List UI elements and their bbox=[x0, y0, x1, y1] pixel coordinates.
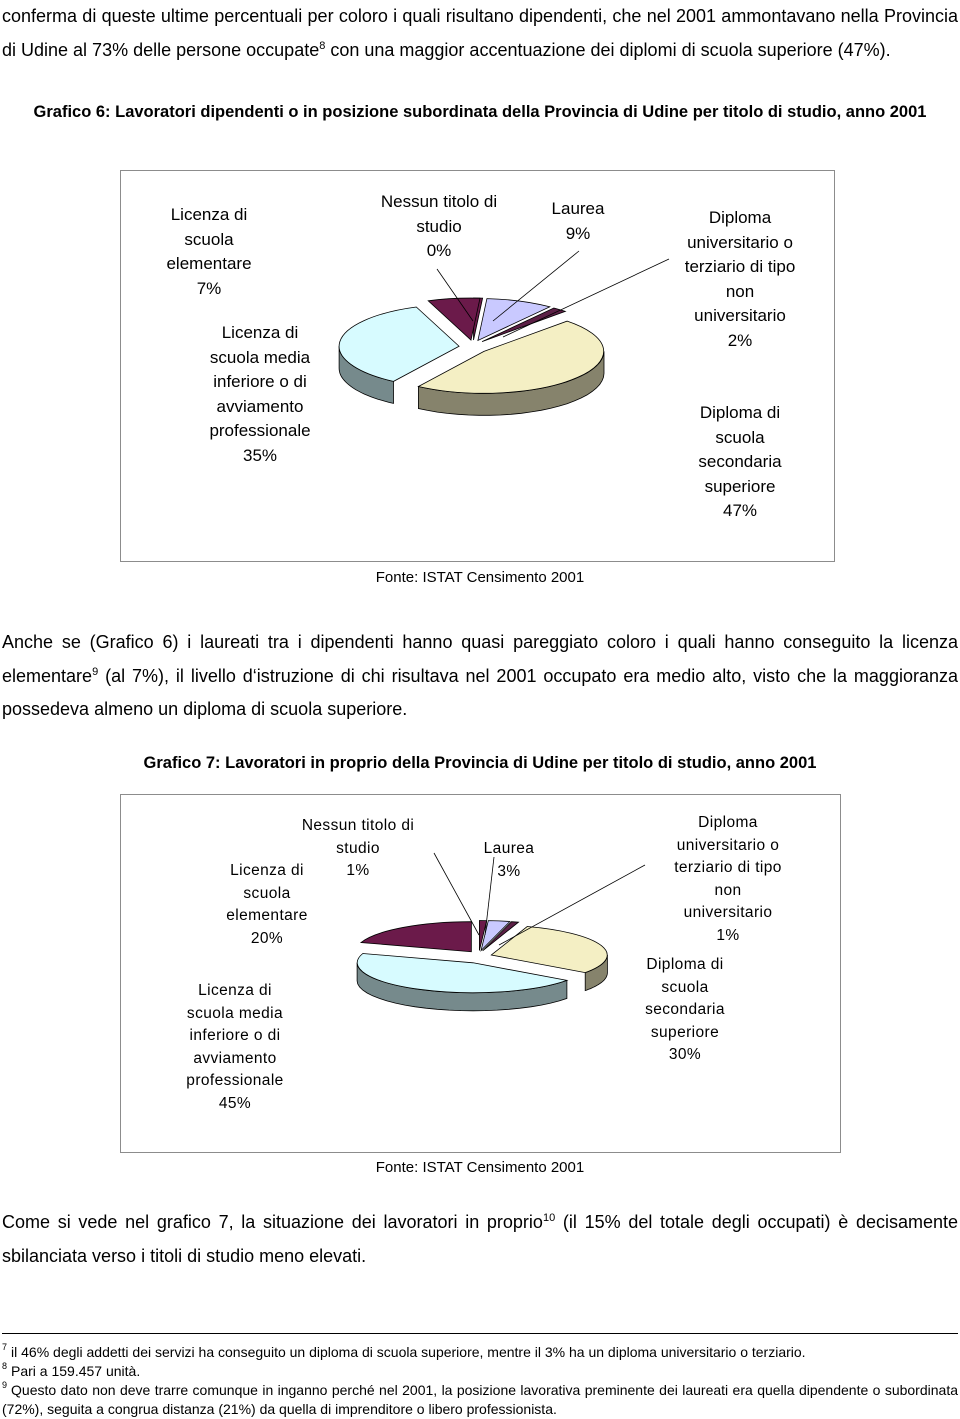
chart6-plot-area bbox=[120, 170, 835, 562]
para3-text-end: (il 15% del totale degli occupati) è decisamente sbilanciata verso i titoli di studio meno elevati. bbox=[2, 1212, 958, 1266]
intro-text: conferma di queste ultime percentuali per coloro i quali risultano dipendenti, che nel 2001 ammontavano nella Provincia di Udine al 73% delle persone occupate bbox=[2, 6, 958, 60]
body-paragraph-2 bbox=[2, 626, 958, 727]
footnote-number: 9 bbox=[2, 1380, 8, 1390]
para3-text: Come si vede nel grafico 7, la situazione dei lavoratori in proprio bbox=[2, 1212, 543, 1232]
footnote-text: Pari a 159.457 unità. bbox=[11, 1363, 141, 1379]
footnote-ref-8[interactable]: 8 bbox=[319, 39, 326, 52]
chart6-label-diploma-univ: Diploma universitario o terziario di tipo non universitario 2% bbox=[684, 208, 796, 350]
chart7-label-superiore: Diploma di scuola secondaria superiore 30% bbox=[645, 956, 725, 1063]
pie-leader-line bbox=[503, 259, 669, 337]
footnote-text: il 46% degli addetti dei servizi ha conseguito un diploma di scuola superiore, mentre il 3% ha un diploma universitario o terziario. bbox=[11, 1344, 806, 1360]
chart7-label-laurea: Laurea 3% bbox=[483, 840, 535, 880]
chart7-label-elementare: Licenza di scuola elementare 20% bbox=[226, 862, 308, 947]
chart7-label-nessun: Nessun titolo di studio 1% bbox=[301, 817, 415, 879]
footnote-text: Questo dato non deve trarre comunque in inganno perché nel 2001, la posizione lavorativa preminente dei laureati era quella dipendente o subordinata (72%), seguita a congrua distanza (21%) da quella di imprenditore o libero professionista. bbox=[2, 1382, 958, 1417]
para2-text: Anche se (Grafico 6) i laureati tra i dipendenti hanno quasi pareggiato coloro i quali hanno conseguito la licenza elementare bbox=[2, 632, 958, 686]
footnote-ref-9[interactable]: 9 bbox=[92, 665, 99, 678]
body-paragraph-3 bbox=[2, 1206, 958, 1273]
chart6-source: Fonte: ISTAT Censimento 2001 bbox=[375, 569, 585, 586]
footnote-ref-10[interactable]: 10 bbox=[542, 1212, 556, 1224]
intro-paragraph bbox=[2, 0, 958, 67]
footnote-separator bbox=[2, 1333, 958, 1334]
footnote-number: 8 bbox=[2, 1361, 8, 1371]
footnote-7 bbox=[2, 1343, 958, 1362]
pie-slice-licenza-di-scuola-elementare bbox=[361, 922, 471, 952]
chart7-label-diploma-univ: Diploma universitario o terziario di tipo non universitario 1% bbox=[674, 814, 782, 944]
chart7-heading: Grafico 7: Lavoratori in proprio della Provincia di Udine per titolo di studio, anno 2001 bbox=[143, 754, 817, 772]
chart6-label-elementare: Licenza di scuola elementare 7% bbox=[166, 205, 252, 298]
chart6-label-laurea: Laurea 9% bbox=[551, 199, 605, 243]
intro-text-end: con una maggior accentuazione dei diplomi di scuola superiore (47%). bbox=[325, 39, 891, 60]
footnote-9 bbox=[2, 1381, 958, 1419]
chart6-label-superiore: Diploma di scuola secondaria superiore 47% bbox=[698, 403, 782, 520]
chart7-plot-area bbox=[120, 794, 841, 1153]
para2-text-end: (al 7%), il livello d‘istruzione di chi risultava nel 2001 occupato era medio alto, visto che la maggioranza possedeva almeno un diploma di scuola superiore. bbox=[2, 665, 958, 719]
chart7-label-media: Licenza di scuola media inferiore o di avviamento professionale 45% bbox=[186, 982, 284, 1112]
chart6-label-nessun: Nessun titolo di studio 0% bbox=[380, 192, 498, 260]
chart6-heading: Grafico 6: Lavoratori dipendenti o in posizione subordinata della Provincia di Udine per titolo di studio, anno 2001 bbox=[33, 103, 927, 121]
footnote-8 bbox=[2, 1362, 958, 1381]
chart7-source: Fonte: ISTAT Censimento 2001 bbox=[375, 1159, 585, 1176]
chart6-label-media: Licenza di scuola media inferiore o di avviamento professionale 35% bbox=[209, 323, 311, 465]
footnote-number: 7 bbox=[2, 1342, 8, 1352]
